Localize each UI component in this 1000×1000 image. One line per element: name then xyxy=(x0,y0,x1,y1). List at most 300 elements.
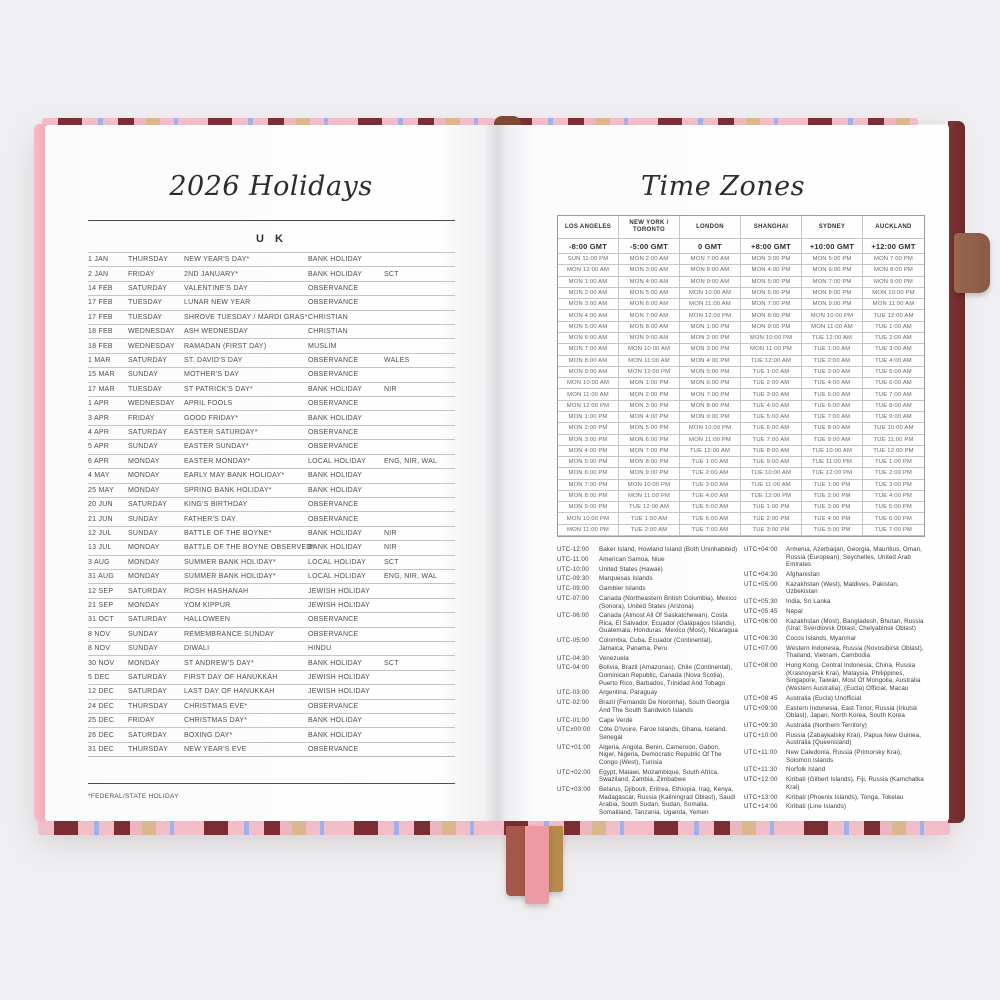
tz-time-cell: TUE 8:00 AM xyxy=(802,423,863,433)
utc-offset-code: UTC-04:30 xyxy=(557,654,590,662)
table-row xyxy=(88,281,455,295)
tz-time-cell: MON 2:00 PM xyxy=(558,423,619,433)
tz-time-cell: MON 9:00 PM xyxy=(558,502,619,512)
holiday-day-cell: SATURDAY xyxy=(128,731,168,739)
holiday-date-cell: 5 DEC xyxy=(88,673,110,681)
tz-time-cell: TUE 4:00 AM xyxy=(875,357,912,364)
table-row xyxy=(558,423,924,434)
table-row xyxy=(558,378,924,389)
tz-time-cell: MON 3:00 PM xyxy=(619,401,680,411)
table-row xyxy=(88,641,455,655)
tz-time-cell: MON 4:00 PM xyxy=(619,412,680,422)
holiday-date-cell: 4 APR xyxy=(88,429,110,437)
holiday-type-cell: LOCAL HOLIDAY xyxy=(308,558,367,566)
list-item xyxy=(557,786,738,816)
holiday-type-cell: OBSERVANCE xyxy=(308,400,359,408)
tz-time-cell: MON 3:00 AM xyxy=(558,299,619,309)
holiday-day-cell: MONDAY xyxy=(128,544,160,552)
tz-time-cell: MON 3:00 PM xyxy=(558,435,619,445)
utc-offset-code: UTC+06:30 xyxy=(744,635,778,643)
holiday-region-cell: SCT xyxy=(384,270,399,278)
holiday-name-cell: EARLY MAY BANK HOLIDAY* xyxy=(184,472,285,480)
table-row xyxy=(88,497,455,511)
utc-offset-code: UTC+10:00 xyxy=(744,731,778,739)
divider xyxy=(88,783,455,784)
holiday-type-cell: OBSERVANCE xyxy=(308,501,359,509)
utc-regions: Kazakhstan (West), Maldives, Pakistan, Uzbekistan xyxy=(786,580,899,596)
holiday-day-cell: SATURDAY xyxy=(128,673,168,681)
table-row xyxy=(558,502,924,513)
tz-city-header: SHANGHAI xyxy=(741,216,802,238)
utc-regions: Kiribati (Line Islands) xyxy=(786,803,847,811)
tz-time-cell: MON 5:00 AM xyxy=(558,322,619,332)
holiday-name-cell: BATTLE OF THE BOYNE* xyxy=(184,529,272,537)
list-item xyxy=(744,546,925,569)
tz-time-cell: TUE 8:00 AM xyxy=(875,402,912,409)
holiday-day-cell: SUNDAY xyxy=(128,630,159,638)
holiday-date-cell: 18 FEB xyxy=(88,328,113,336)
tz-time-cell: TUE 5:00 AM xyxy=(802,389,863,399)
holiday-day-cell: MONDAY xyxy=(128,601,160,609)
tz-time-cell: TUE 2:00 AM xyxy=(802,356,863,366)
table-row xyxy=(88,540,455,554)
utc-regions: Canada (Northeastern British Columbia), Mexico (Sonora), United States (Arizona) xyxy=(599,594,737,610)
utc-regions: Russia (Zabaykalsky Krai), Papua New Guinea, Australia (Queensland) xyxy=(786,731,922,747)
tz-time-cell: MON 2:00 PM xyxy=(680,333,741,343)
tz-time-cell: TUE 4:00 PM xyxy=(802,513,863,523)
table-row xyxy=(88,713,455,727)
tz-city-header: AUCKLAND xyxy=(875,223,912,230)
tz-time-cell: MON 11:00 PM xyxy=(680,435,741,445)
tz-time-cell: MON 6:00 AM xyxy=(558,333,619,343)
tz-time-cell: TUE 1:00 AM xyxy=(619,513,680,523)
tz-time-cell: MON 2:00 AM xyxy=(558,288,619,298)
tz-time-cell: TUE 5:00 AM xyxy=(875,368,912,375)
holiday-name-cell: KING'S BIRTHDAY xyxy=(184,501,248,509)
tz-time-cell: MON 1:00 PM xyxy=(680,322,741,332)
holiday-date-cell: 26 DEC xyxy=(88,731,115,739)
utc-offset-code: UTC+04:00 xyxy=(744,546,778,553)
holiday-type-cell: OBSERVANCE xyxy=(308,746,359,754)
list-item xyxy=(744,608,925,616)
tz-offset-header: +12:00 GMT xyxy=(871,241,916,251)
list-item xyxy=(557,612,738,635)
table-row xyxy=(558,525,924,536)
table-row xyxy=(558,389,924,400)
tz-time-cell: MON 6:00 AM xyxy=(619,299,680,309)
tz-time-cell: TUE 4:00 AM xyxy=(802,378,863,388)
tz-time-cell: TUE 3:00 AM xyxy=(680,480,741,490)
tz-time-cell: TUE 2:00 PM xyxy=(802,491,863,501)
holiday-name-cell: DIWALI xyxy=(184,645,210,653)
holiday-type-cell: OBSERVANCE xyxy=(308,371,359,379)
tz-time-cell: MON 10:00 PM xyxy=(558,513,619,523)
utc-offset-code: UTC+07:00 xyxy=(744,644,778,652)
footnote: *FEDERAL/STATE HOLIDAY xyxy=(88,793,179,800)
utc-offset-code: UTC+06:00 xyxy=(744,617,778,625)
tz-time-cell: MON 8:00 PM xyxy=(680,401,741,411)
tz-time-cell: TUE 1:00 AM xyxy=(875,323,912,330)
holiday-date-cell: 3 APR xyxy=(88,414,110,422)
tz-time-cell: MON 9:00 AM xyxy=(558,367,619,377)
utc-regions: Nepal xyxy=(786,607,803,615)
tz-time-cell: MON 4:00 PM xyxy=(558,446,619,456)
bookmark-ribbon-pink xyxy=(525,826,549,904)
holiday-day-cell: WEDNESDAY xyxy=(128,328,175,336)
table-row xyxy=(558,401,924,412)
utc-offset-code: UTC+08:00 xyxy=(744,662,778,670)
holiday-day-cell: THURSDAY xyxy=(128,702,168,710)
utc-regions: Australia (Eucla) Unofficial xyxy=(786,694,862,702)
list-item xyxy=(744,598,925,606)
tz-time-cell: MON 8:00 AM xyxy=(619,322,680,332)
holiday-name-cell: ST. DAVID'S DAY xyxy=(184,357,243,365)
holiday-date-cell: 31 AUG xyxy=(88,573,115,581)
holiday-name-cell: EASTER SATURDAY* xyxy=(184,429,258,437)
table-row xyxy=(558,513,924,524)
tz-offset-header: -5:00 GMT xyxy=(619,239,680,253)
tz-time-cell: TUE 1:00 PM xyxy=(741,502,802,512)
table-row xyxy=(88,353,455,367)
tz-time-cell: MON 11:00 PM xyxy=(619,491,680,501)
holiday-day-cell: MONDAY xyxy=(128,558,160,566)
utc-regions: Kiribati (Phoenix Islands), Tonga, Tokelau xyxy=(786,793,904,801)
holiday-type-cell: BANK HOLIDAY xyxy=(308,270,363,278)
utc-regions: Afghanistan xyxy=(786,570,820,578)
table-row xyxy=(88,410,455,424)
table-row xyxy=(88,295,455,309)
tz-time-cell: MON 9:00 AM xyxy=(680,277,741,287)
utc-offset-code: UTC+12:00 xyxy=(744,776,778,784)
holiday-day-cell: MONDAY xyxy=(128,573,160,581)
holiday-day-cell: SATURDAY xyxy=(128,587,168,595)
holiday-day-cell: WEDNESDAY xyxy=(128,342,175,350)
holiday-name-cell: SPRING BANK HOLIDAY* xyxy=(184,486,272,494)
holiday-date-cell: 4 MAY xyxy=(88,472,110,480)
tz-time-cell: MON 11:00 AM xyxy=(872,301,915,308)
cover-bottom-edge xyxy=(38,820,950,835)
tz-time-cell: TUE 12:00 PM xyxy=(741,491,802,501)
tz-time-cell: MON 4:00 AM xyxy=(558,310,619,320)
tz-time-cell: MON 2:00 PM xyxy=(619,389,680,399)
tz-time-cell: MON 4:00 AM xyxy=(619,277,680,287)
tz-time-cell: TUE 1:00 PM xyxy=(802,480,863,490)
pen-loop xyxy=(954,233,990,293)
holiday-type-cell: BANK HOLIDAY xyxy=(308,659,363,667)
tz-time-cell: MON 10:00 PM xyxy=(802,310,863,320)
page-title: 2026 Holidays xyxy=(169,171,373,202)
holiday-day-cell: THURSDAY xyxy=(128,746,168,754)
holiday-date-cell: 8 NOV xyxy=(88,645,111,653)
holiday-name-cell: ROSH HASHANAH xyxy=(184,587,249,595)
tz-time-cell: MON 7:00 PM xyxy=(558,480,619,490)
table-row xyxy=(88,425,455,439)
tz-time-cell: MON 1:00 PM xyxy=(558,412,619,422)
utc-offset-code: UTC+05:00 xyxy=(744,580,778,588)
tz-time-cell: TUE 6:00 AM xyxy=(741,423,802,433)
tz-time-cell: MON 9:00 AM xyxy=(619,333,680,343)
tz-time-cell: TUE 3:00 PM xyxy=(874,481,912,488)
tz-time-cell: MON 9:00 PM xyxy=(741,322,802,332)
tz-time-cell: TUE 1:00 AM xyxy=(680,457,741,467)
utc-offset-code: UTC+03:00 xyxy=(557,786,591,794)
tz-time-cell: MON 2:00 AM xyxy=(619,254,680,264)
list-item xyxy=(557,566,738,574)
list-item xyxy=(744,618,925,633)
list-item xyxy=(557,595,738,610)
holiday-type-cell: JEWISH HOLIDAY xyxy=(308,673,371,681)
holiday-name-cell: YOM KIPPUR xyxy=(184,601,231,609)
holiday-date-cell: 18 FEB xyxy=(88,342,113,350)
tz-time-cell: TUE 5:00 PM xyxy=(802,525,863,535)
utc-offset-code: UTC-09:30 xyxy=(557,575,590,583)
utc-regions: Western Indonesia, Russia (Novosibirsk Oblast), Thailand, Vietnam, Cambodia xyxy=(786,644,924,660)
holiday-type-cell: OBSERVANCE xyxy=(308,702,359,710)
tz-time-cell: TUE 11:00 PM xyxy=(873,436,914,443)
utc-offset-code: UTC+11:00 xyxy=(744,749,778,757)
tz-time-cell: TUE 7:00 PM xyxy=(874,526,912,533)
utc-offset-code: UTC+08:45 xyxy=(744,694,778,702)
tz-time-cell: TUE 7:00 AM xyxy=(875,391,912,398)
holiday-type-cell: CHRISTIAN xyxy=(308,313,348,321)
holiday-day-cell: SUNDAY xyxy=(128,529,159,537)
table-row xyxy=(88,655,455,669)
holiday-type-cell: OBSERVANCE xyxy=(308,299,359,307)
table-row xyxy=(88,583,455,597)
table-row xyxy=(88,252,455,266)
table-row xyxy=(88,324,455,338)
holiday-date-cell: 13 JUL xyxy=(88,544,112,552)
holiday-name-cell: FATHER'S DAY xyxy=(184,515,236,523)
tz-time-cell: MON 6:00 PM xyxy=(802,265,863,275)
utc-regions: Belarus, Djibouti, Eritrea, Ethiopia, Iraq, Kenya, Madagascar, Russia (Kaliningrad Oblast), Saudi Arabia, South Sudan, Sudan, Somalia, Somaliland, Tanzania, Uganda, Yemen xyxy=(599,786,736,816)
holiday-type-cell: LOCAL HOLIDAY xyxy=(308,573,367,581)
utc-regions: Algeria, Angola, Benin, Cameroon, Gabon, Niger, Nigeria, Democratic Republic Of The Congo (West), Tunisia xyxy=(599,743,722,766)
table-row xyxy=(558,254,924,265)
holiday-name-cell: EASTER SUNDAY* xyxy=(184,443,249,451)
tz-time-cell: TUE 2:00 AM xyxy=(680,468,741,478)
tz-time-cell: MON 12:00 PM xyxy=(680,310,741,320)
tz-time-cell: TUE 12:00 AM xyxy=(802,333,863,343)
table-row xyxy=(558,480,924,491)
holiday-region-cell: WALES xyxy=(384,357,410,365)
tz-time-cell: TUE 5:00 AM xyxy=(680,502,741,512)
holiday-type-cell: JEWISH HOLIDAY xyxy=(308,587,371,595)
utc-offset-code: UTC+11:30 xyxy=(744,766,778,774)
tz-time-cell: MON 9:00 PM xyxy=(680,412,741,422)
holiday-date-cell: 17 MAR xyxy=(88,385,115,393)
tz-time-cell: TUE 7:00 AM xyxy=(741,435,802,445)
utc-offset-code: UTC+04:30 xyxy=(744,570,778,578)
holiday-name-cell: SUMMER BANK HOLIDAY* xyxy=(184,558,276,566)
list-item xyxy=(744,695,925,703)
tz-time-cell: TUE 10:00 AM xyxy=(873,425,914,432)
tz-time-cell: TUE 3:00 PM xyxy=(802,502,863,512)
utc-regions: Egypt, Malawi, Mozambique, South Africa, Swaziland, Zambia, Zimbabwe xyxy=(599,768,719,784)
tz-time-cell: MON 6:00 PM xyxy=(680,378,741,388)
holiday-region-cell: NIR xyxy=(384,544,397,552)
holiday-type-cell: BANK HOLIDAY xyxy=(308,472,363,480)
utc-offset-code: UTC+05:45 xyxy=(744,607,778,615)
table-row xyxy=(558,333,924,344)
holiday-region-cell: NIR xyxy=(384,529,397,537)
tz-time-cell: TUE 7:00 AM xyxy=(680,525,741,535)
utc-offset-code: UTC-10:00 xyxy=(557,565,590,573)
tz-time-cell: MON 8:00 PM xyxy=(874,267,913,274)
page-title: Time Zones xyxy=(640,171,806,202)
tz-time-cell: MON 5:00 PM xyxy=(741,277,802,287)
tz-time-cell: TUE 8:00 AM xyxy=(741,446,802,456)
tz-time-cell: TUE 4:00 AM xyxy=(680,491,741,501)
utc-regions: Venezuela xyxy=(599,654,629,662)
utc-offset-code: UTC+14:00 xyxy=(744,803,778,811)
tz-time-cell: MON 7:00 AM xyxy=(619,310,680,320)
country-heading: U K xyxy=(256,233,287,245)
holiday-day-cell: FRIDAY xyxy=(128,717,155,725)
tz-time-cell: MON 8:00 AM xyxy=(680,265,741,275)
tz-time-cell: TUE 2:00 PM xyxy=(741,513,802,523)
holiday-type-cell: BANK HOLIDAY xyxy=(308,414,363,422)
tz-time-cell: MON 8:00 PM xyxy=(558,491,619,501)
tz-time-cell: TUE 5:00 PM xyxy=(874,504,912,511)
tz-time-cell: TUE 12:00 AM xyxy=(619,502,680,512)
tz-time-cell: MON 12:00 PM xyxy=(558,401,619,411)
tz-time-cell: MON 12:00 PM xyxy=(619,367,680,377)
holiday-day-cell: WEDNESDAY xyxy=(128,400,175,408)
table-row xyxy=(88,699,455,713)
utc-offset-lists xyxy=(557,546,925,819)
holiday-name-cell: EASTER MONDAY* xyxy=(184,457,251,465)
tz-time-cell: MON 3:00 PM xyxy=(680,344,741,354)
tz-time-cell: MON 3:00 PM xyxy=(741,254,802,264)
table-row xyxy=(558,265,924,276)
holiday-type-cell: BANK HOLIDAY xyxy=(308,385,363,393)
tz-city-header-row xyxy=(558,216,924,239)
utc-offset-code: UTC+02:00 xyxy=(557,768,591,776)
utc-regions: Baker Island, Howland Island (Both Uninhabited) xyxy=(599,546,738,553)
holiday-name-cell: NEW YEAR'S DAY* xyxy=(184,256,250,264)
utc-offset-code: UTC-01:00 xyxy=(557,716,590,724)
tz-time-cell: MON 4:00 PM xyxy=(680,356,741,366)
utc-offset-code: UTC+01:00 xyxy=(557,743,591,751)
utc-offset-code: UTC-11:00 xyxy=(557,555,589,563)
list-item xyxy=(557,546,738,554)
holiday-type-cell: OBSERVANCE xyxy=(308,429,359,437)
tz-city-header: LOS ANGELES xyxy=(558,216,619,238)
table-row xyxy=(558,288,924,299)
holiday-date-cell: 24 DEC xyxy=(88,702,115,710)
holiday-table xyxy=(88,252,455,757)
utc-offset-code: UTC-03:00 xyxy=(557,689,590,697)
list-item xyxy=(557,575,738,583)
holiday-date-cell: 17 FEB xyxy=(88,313,113,321)
tz-time-cell: MON 1:00 PM xyxy=(619,378,680,388)
tz-time-cell: TUE 3:00 AM xyxy=(802,367,863,377)
holiday-date-cell: 1 JAN xyxy=(88,256,109,264)
table-row xyxy=(88,468,455,482)
holiday-date-cell: 12 SEP xyxy=(88,587,114,595)
tz-time-cell: TUE 10:00 AM xyxy=(802,446,863,456)
holiday-name-cell: BOXING DAY* xyxy=(184,731,233,739)
utc-offset-code: UTC-04:00 xyxy=(557,664,590,672)
tz-city-header: SYDNEY xyxy=(802,216,863,238)
tz-time-cell: MON 10:00 PM xyxy=(741,333,802,343)
tz-offset-header: +8:00 GMT xyxy=(741,239,802,253)
tz-time-cell: TUE 2:00 AM xyxy=(741,378,802,388)
tz-time-cell: MON 9:00 PM xyxy=(619,468,680,478)
tz-time-cell: MON 7:00 AM xyxy=(680,254,741,264)
utc-regions: Cocos Islands, Myanmar xyxy=(786,635,857,643)
tz-time-cell: MON 7:00 PM xyxy=(619,446,680,456)
tz-city-header: LONDON xyxy=(680,216,741,238)
tz-time-cell: MON 9:00 PM xyxy=(874,278,913,285)
tz-time-cell: TUE 4:00 AM xyxy=(741,401,802,411)
holiday-day-cell: SATURDAY xyxy=(128,616,168,624)
table-row xyxy=(88,684,455,698)
holiday-name-cell: SHROVE TUESDAY / MARDI GRAS* xyxy=(184,313,308,321)
list-item xyxy=(744,581,925,596)
table-row xyxy=(88,526,455,540)
list-item xyxy=(744,766,925,774)
holiday-day-cell: SUNDAY xyxy=(128,371,159,379)
cover-right-edge xyxy=(948,121,965,823)
table-row xyxy=(558,277,924,288)
holiday-date-cell: 15 MAR xyxy=(88,371,115,379)
list-item xyxy=(744,732,925,747)
tz-time-cell: TUE 11:00 AM xyxy=(741,480,802,490)
timezone-table xyxy=(557,215,925,537)
holiday-type-cell: OBSERVANCE xyxy=(308,515,359,523)
tz-table-body xyxy=(558,254,924,536)
holiday-date-cell: 25 MAY xyxy=(88,486,114,494)
holiday-region-cell: ENG, NIR, WAL xyxy=(384,573,438,581)
list-item xyxy=(557,699,738,714)
holiday-date-cell: 5 APR xyxy=(88,443,110,451)
holiday-date-cell: 14 FEB xyxy=(88,285,113,293)
tz-time-cell: TUE 10:00 AM xyxy=(741,468,802,478)
holiday-day-cell: MONDAY xyxy=(128,472,160,480)
table-row xyxy=(88,439,455,453)
tz-time-cell: MON 6:00 PM xyxy=(619,435,680,445)
utc-regions: Côte D'Ivoire, Faroe Islands, Ghana, Iceland, Senegal xyxy=(599,726,728,741)
list-item xyxy=(557,689,738,697)
tz-time-cell: MON 11:00 PM xyxy=(558,525,619,535)
holiday-date-cell: 31 DEC xyxy=(88,746,115,754)
utc-regions: Gambier Islands xyxy=(599,585,646,593)
tz-time-cell: TUE 9:00 AM xyxy=(802,435,863,445)
holiday-date-cell: 17 FEB xyxy=(88,299,113,307)
holiday-date-cell: 6 APR xyxy=(88,457,110,465)
tz-time-cell: TUE 2:00 AM xyxy=(875,335,912,342)
utc-offset-code: UTC-12:00 xyxy=(557,546,590,553)
utc-regions: Brazil (Fernando De Noronha), South Georgia And The South Sandwich Islands xyxy=(599,699,730,714)
tz-time-cell: MON 11:00 AM xyxy=(680,299,741,309)
utc-regions: India, Sri Lanka xyxy=(786,598,831,606)
holiday-date-cell: 31 OCT xyxy=(88,616,115,624)
table-row xyxy=(558,322,924,333)
holiday-name-cell: ST ANDREW'S DAY* xyxy=(184,659,255,667)
table-row xyxy=(88,454,455,468)
holiday-day-cell: TUESDAY xyxy=(128,313,163,321)
holiday-day-cell: SATURDAY xyxy=(128,501,168,509)
holiday-region-cell: SCT xyxy=(384,558,399,566)
list-item xyxy=(744,635,925,643)
holiday-date-cell: 8 NOV xyxy=(88,630,111,638)
tz-time-cell: TUE 2:00 PM xyxy=(874,470,912,477)
table-row xyxy=(88,742,455,756)
tz-time-cell: TUE 6:00 AM xyxy=(875,380,912,387)
table-row xyxy=(88,598,455,612)
